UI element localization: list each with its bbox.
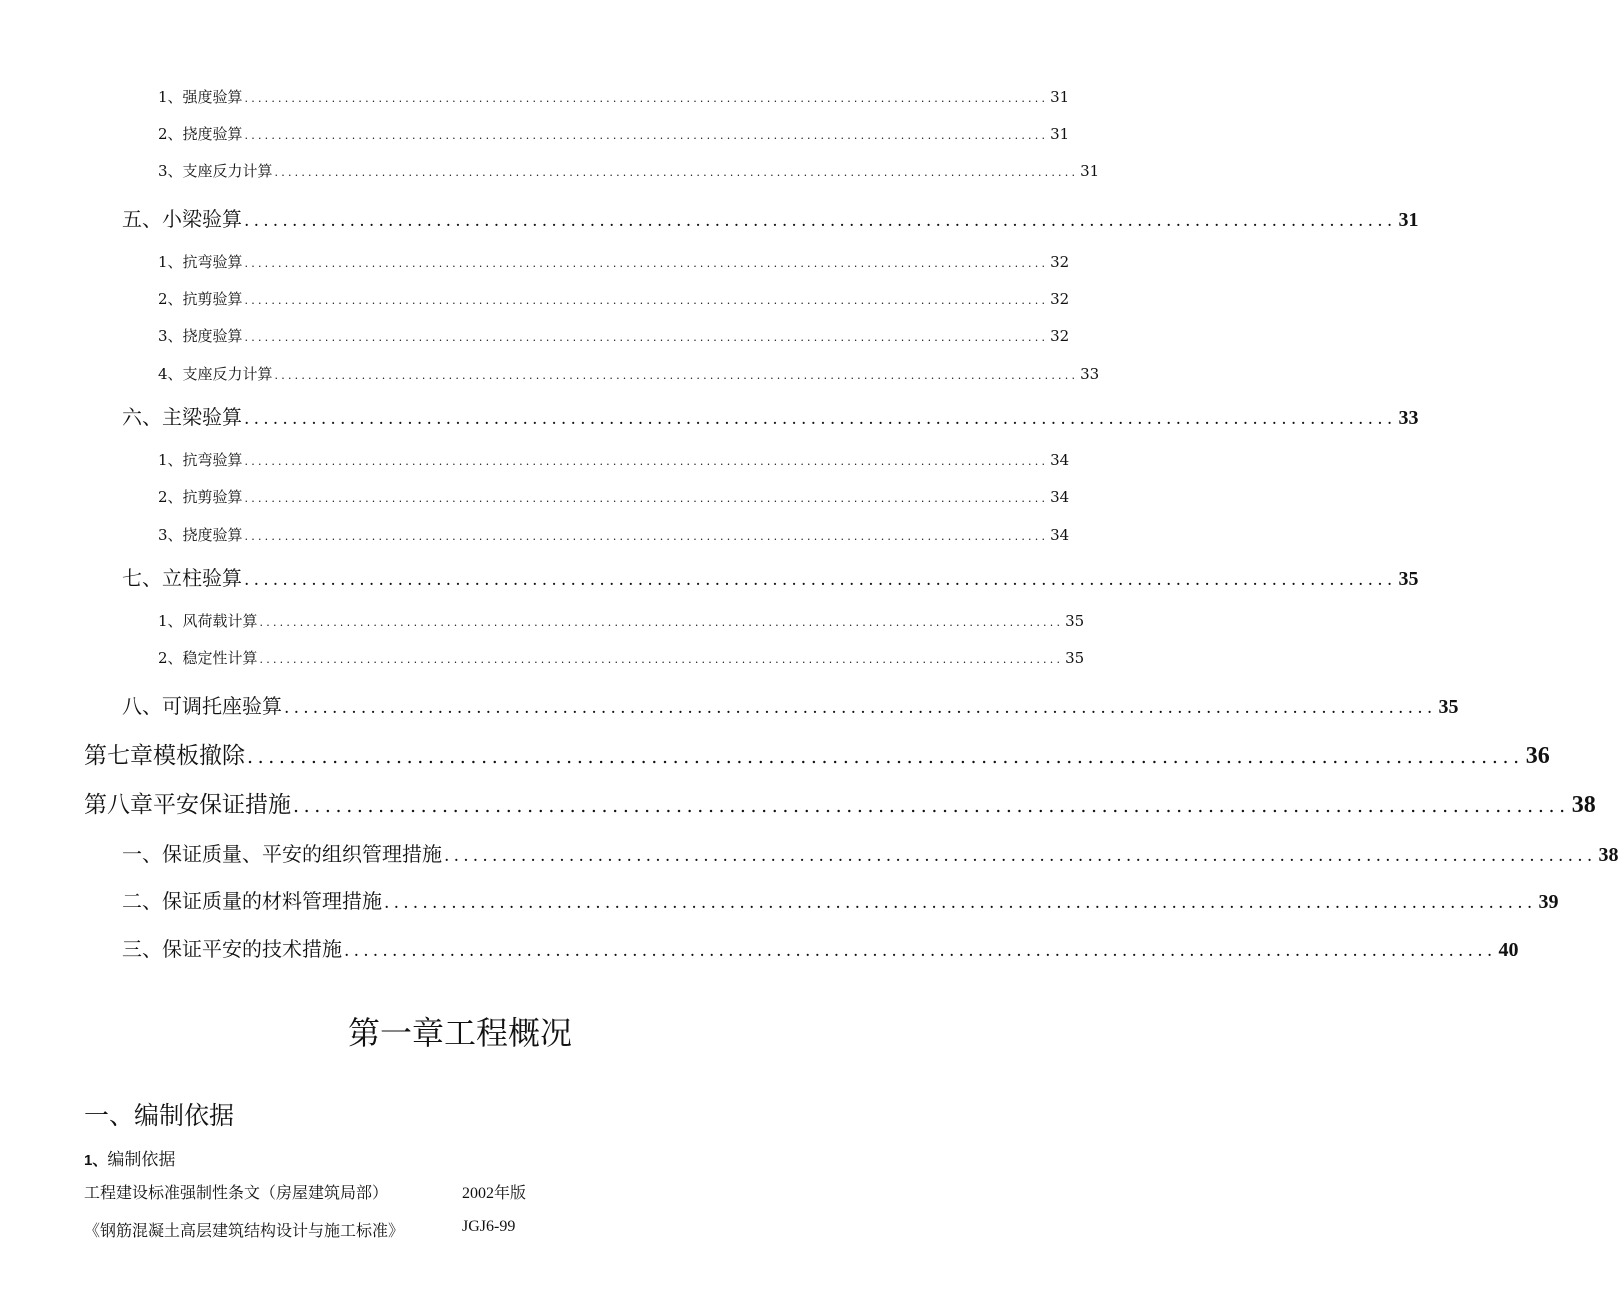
chapter-title: 第一章工程概况: [347, 1014, 572, 1052]
toc-page-number: 34: [1050, 451, 1070, 469]
toc-page-number: 32: [1050, 253, 1070, 271]
sub-heading-text: 编制依据: [107, 1150, 176, 1170]
toc-page-number: 36: [1525, 743, 1550, 769]
toc-page-number: 35: [1438, 696, 1459, 718]
toc-page-number: 31: [1398, 209, 1419, 231]
toc-entry[interactable]: [84, 737, 1550, 770]
reference-standard: 2002年版: [462, 1185, 527, 1202]
toc-dot-leader: ........................................................................................................................: [384, 893, 1537, 913]
toc-dot-leader: ........................................................................................................................: [244, 492, 1049, 505]
toc-dot-leader: ........................................................................................................................: [244, 294, 1049, 307]
toc-entry[interactable]: [122, 690, 1459, 719]
toc-page-number: 38: [1598, 844, 1618, 866]
toc-entry[interactable]: [122, 885, 1559, 914]
toc-dot-leader: ........................................................................................................................: [274, 369, 1079, 382]
toc-entry-label: 2、稳定性计算: [158, 649, 258, 667]
toc-entry-label: 2、抗剪验算: [158, 488, 243, 506]
toc-entry-label: 五、小梁验算: [122, 207, 242, 231]
toc-dot-leader: ........................................................................................................................: [284, 698, 1437, 718]
toc-entry-label: 1、风荷载计算: [158, 612, 258, 630]
toc-page-number: 35: [1065, 649, 1085, 667]
section-heading: 一、编制依据: [84, 1101, 235, 1130]
toc-page-number: 34: [1050, 526, 1070, 544]
toc-dot-leader: ........................................................................................................................: [244, 129, 1049, 142]
toc-entry[interactable]: [84, 786, 1596, 819]
toc-entry-label: 三、保证平安的技术措施: [122, 937, 342, 961]
toc-page-number: 35: [1398, 568, 1419, 590]
toc-page-number: 33: [1080, 365, 1100, 383]
reference-item: [84, 1180, 527, 1203]
toc-dot-leader: ........................................................................................................................: [244, 92, 1049, 105]
toc-entry[interactable]: [158, 449, 1070, 470]
toc-dot-leader: ........................................................................................................................: [344, 941, 1497, 961]
reference-title: 《钢筋混凝土高层建筑结构设计与施工标准》: [84, 1221, 405, 1240]
toc-entry-label: 六、主梁验算: [122, 405, 242, 429]
toc-entry-label: 七、立柱验算: [122, 566, 242, 590]
toc-dot-leader: ........................................................................................................................: [244, 409, 1397, 429]
toc-page-number: 40: [1498, 939, 1519, 961]
toc-entry-label: 3、挠度验算: [158, 526, 243, 544]
toc-entry[interactable]: [158, 363, 1100, 384]
sub-heading: [84, 1145, 175, 1170]
toc-dot-leader: ........................................................................................................................: [247, 746, 1524, 768]
toc-entry[interactable]: [158, 251, 1070, 272]
toc-dot-leader: ........................................................................................................................: [244, 331, 1049, 344]
toc-entry-label: 3、挠度验算: [158, 327, 243, 345]
toc-entry[interactable]: [158, 86, 1070, 107]
toc-page-number: 35: [1065, 612, 1085, 630]
reference-item: [84, 1218, 516, 1241]
toc-entry-label: 1、抗弯验算: [158, 253, 243, 271]
toc-dot-leader: ........................................................................................................................: [244, 257, 1049, 270]
toc-page-number: 38: [1571, 792, 1596, 818]
toc-dot-leader: ........................................................................................................................: [293, 795, 1570, 817]
toc-entry-label: 二、保证质量的材料管理措施: [122, 889, 382, 913]
toc-entry[interactable]: [122, 838, 1618, 867]
toc-dot-leader: ........................................................................................................................: [244, 530, 1049, 543]
toc-entry-label: 一、保证质量、平安的组织管理措施: [122, 842, 442, 866]
toc-entry[interactable]: [122, 562, 1419, 591]
toc-entry[interactable]: [122, 203, 1419, 232]
toc-entry-label: 第七章模板撤除: [84, 743, 245, 769]
toc-entry[interactable]: [158, 325, 1070, 346]
toc-entry-label: 2、挠度验算: [158, 125, 243, 143]
toc-page-number: 34: [1050, 488, 1070, 506]
toc-entry-label: 4、支座反力计算: [158, 365, 273, 383]
toc-dot-leader: ........................................................................................................................: [274, 166, 1079, 179]
toc-entry-label: 2、抗剪验算: [158, 290, 243, 308]
toc-entry-label: 第八章平安保证措施: [84, 792, 291, 818]
reference-title: 工程建设标准强制性条文（房屋建筑局部）: [84, 1183, 389, 1202]
toc-entry-label: 1、强度验算: [158, 88, 243, 106]
toc-page-number: 31: [1080, 162, 1100, 180]
toc-entry-label: 1、抗弯验算: [158, 451, 243, 469]
toc-entry[interactable]: [158, 123, 1070, 144]
sub-heading-number: 1、: [84, 1152, 108, 1169]
toc-entry[interactable]: [158, 524, 1070, 545]
toc-entry[interactable]: [158, 647, 1085, 668]
toc-dot-leader: ........................................................................................................................: [444, 846, 1597, 866]
toc-entry[interactable]: [158, 610, 1085, 631]
reference-standard: JGJ6-99: [462, 1218, 516, 1235]
toc-entry[interactable]: [122, 933, 1519, 962]
toc-page-number: 31: [1050, 88, 1070, 106]
toc-entry[interactable]: [158, 486, 1070, 507]
toc-entry[interactable]: [158, 288, 1070, 309]
toc-page-number: 39: [1538, 891, 1559, 913]
toc-entry[interactable]: [122, 401, 1419, 430]
toc-dot-leader: ........................................................................................................................: [259, 653, 1064, 666]
toc-dot-leader: ........................................................................................................................: [244, 455, 1049, 468]
toc-entry[interactable]: [158, 160, 1100, 181]
toc-page-number: 32: [1050, 290, 1070, 308]
toc-dot-leader: ........................................................................................................................: [259, 616, 1064, 629]
toc-entry-label: 八、可调托座验算: [122, 694, 282, 718]
toc-dot-leader: ........................................................................................................................: [244, 570, 1397, 590]
toc-page-number: 33: [1398, 407, 1419, 429]
toc-page-number: 31: [1050, 125, 1070, 143]
toc-page-number: 32: [1050, 327, 1070, 345]
toc-dot-leader: ........................................................................................................................: [244, 211, 1397, 231]
toc-entry-label: 3、支座反力计算: [158, 162, 273, 180]
